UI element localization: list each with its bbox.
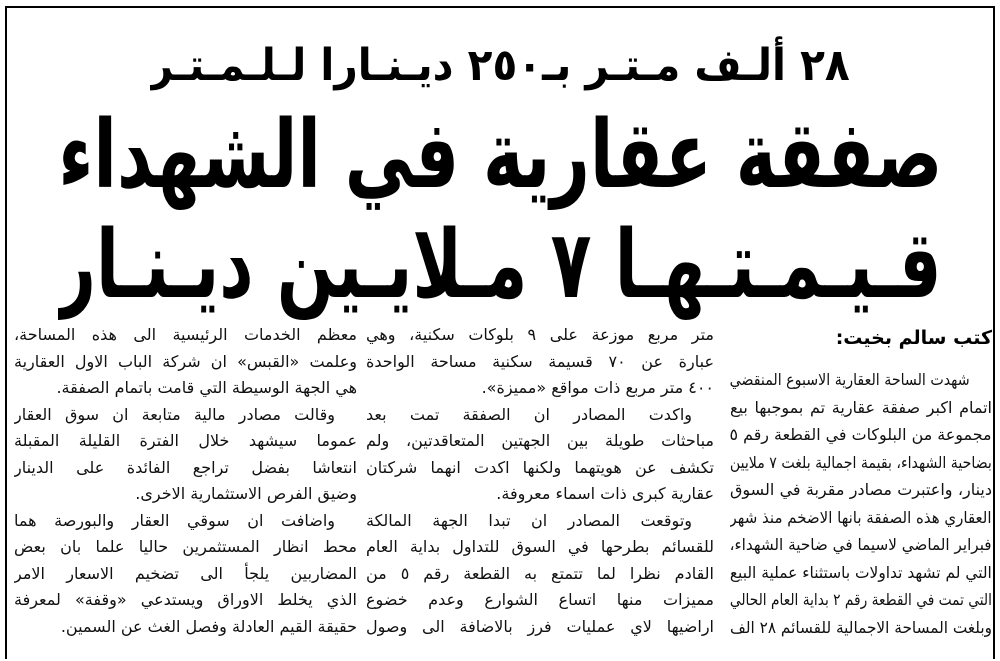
headline-text-2: قـيـمـتـهـا ٧ مـلايـين ديـنـار (58, 211, 942, 320)
column-line-text: وعلمت «القبس» ان شركة الباب الاول العقارية (14, 351, 357, 371)
column-line-text: الذي يخلط الاوراق ويستدعي «وقفة» لمعرفة (14, 590, 357, 609)
column-line-text: وقالت مصادر مالية متابعة ان سوق العقار (14, 404, 335, 424)
column-line-text: مباحثات طويلة بين الجهتين المتعاقدتين، ولم (366, 431, 714, 450)
column-line-text: التي تمت في القطعة رقم ٢ بداية العام الحالي (730, 590, 992, 609)
kicker-line (150, 36, 850, 96)
column-line-text: القادم نظرا لما تتمتع به القطعة رقم ٥ من (366, 563, 714, 583)
column-line-text: عموما سيشهد خلال الفترة القليلة المقبلة (14, 431, 357, 450)
byline: كتب سالم بخيت: (835, 327, 992, 349)
headline-line-2 (58, 210, 942, 322)
column-line-text: واضافت ان سوقي العقار والبورصة هما (14, 510, 335, 530)
column-line-text: اراضيها لاي عمليات فرز بالاضافة الى وصول (366, 616, 714, 636)
column-line (366, 561, 714, 588)
column-line-text: وضيق الفرص الاستثمارية الاخرى. (135, 484, 357, 503)
column-line-text: وبلغت المساحة الاجمالية للقسائم ٢٨ الف (730, 617, 992, 637)
column-line (730, 586, 992, 614)
column-line (14, 402, 357, 429)
column-line-text: التي لم تشهد تداولات باستثناء عملية البيع (730, 562, 992, 582)
column-line (366, 534, 714, 561)
column-line (366, 402, 714, 429)
column-right (730, 322, 992, 641)
column-line-text: مميزات منها اتساع الشوارع وعدم خضوع (366, 590, 714, 609)
column-line (14, 508, 357, 535)
column-line-text: المضاربين يلجأ الى تضخيم الاسعار الامر (14, 563, 357, 583)
column-line-text: عبارة عن ٧٠ قسيمة سكنية مساحة الواحدة (366, 351, 714, 371)
column-line (14, 561, 357, 588)
headline-text-1: صفقة عقارية في الشهداء (58, 101, 942, 210)
column-line (14, 375, 357, 402)
column-line-text: هي الجهة الوسيطة التي قامت باتمام الصفقة. (56, 378, 357, 397)
column-line-text: مجموعة من البلوكات في القطعة رقم ٥ (730, 425, 992, 444)
column-line (366, 587, 714, 614)
column-line (14, 481, 357, 508)
column-line (730, 559, 992, 587)
column-line (14, 534, 357, 561)
column-line-text: وتوقعت المصادر ان تبدا الجهة المالكة (366, 510, 692, 530)
column-line (730, 614, 992, 642)
column-middle (366, 322, 714, 640)
column-line-text: انتعاشا بفضل تراجع الفائدة على الدينار (14, 457, 357, 477)
column-line (730, 394, 992, 422)
column-line-text: عقارية كبرى ذات اسماء معروفة. (496, 484, 714, 503)
column-line (14, 455, 357, 482)
column-line-text: محط انظار المستثمرين حاليا علما بان بعض (14, 537, 357, 556)
column-line (730, 421, 992, 449)
column-line (14, 349, 357, 376)
column-line (14, 587, 357, 614)
column-line (730, 476, 992, 504)
column-line-text: للقسائم بطرحها في السوق للتداول بداية العام (366, 537, 714, 556)
column-line (14, 322, 357, 349)
column-line-text: واكدت المصادر ان الصفقة تمت بعد (366, 404, 692, 424)
column-line-text: تكشف عن هويتهما ولكنها اكدت انهما شركتان (366, 457, 714, 477)
column-line-text: فبراير الماضي لاسيما في ضاحية الشهداء، (730, 535, 992, 554)
column-line (366, 508, 714, 535)
column-line-text: معظم الخدمات الرئيسية الى هذه المساحة، (14, 325, 357, 344)
column-line-text: ٤٠٠ متر مربع ذات مواقع «مميزة». (481, 378, 714, 397)
column-line-text: متر مربع موزعة على ٩ بلوكات سكنية، وهي (366, 325, 714, 344)
column-line (366, 428, 714, 455)
column-line (14, 614, 357, 641)
column-line-text: اتمام اكبر صفقة عقارية تم بموجبها بيع (730, 397, 992, 417)
column-line-text: العقاري هذه الصفقة بانها الاضخم منذ شهر (730, 507, 992, 527)
column-line (366, 455, 714, 482)
column-line (14, 428, 357, 455)
column-left (14, 322, 357, 640)
kicker-text: ٢٨ ألـف مـتـر بـ٢٥٠ ديـنـارا لـلـمـتـر (150, 40, 850, 91)
column-line (366, 375, 714, 402)
column-line-text: شهدت الساحة العقارية الاسبوع المنقضي (730, 370, 970, 389)
column-line (366, 614, 714, 641)
column-line-text: دينار، واعتبرت مصادر مقربة في السوق (730, 480, 992, 499)
column-line (366, 322, 714, 349)
column-line (730, 504, 992, 532)
column-line (730, 531, 992, 559)
column-line (366, 481, 714, 508)
column-line-text: حقيقة القيم العادلة وفصل الغث عن السمين. (60, 616, 357, 636)
column-line (366, 349, 714, 376)
column-line (730, 366, 992, 394)
column-line-text: بضاحية الشهداء، بقيمة اجمالية بلغت ٧ ملايين (730, 452, 992, 472)
headline-line-1 (58, 96, 942, 216)
column-line (730, 449, 992, 477)
